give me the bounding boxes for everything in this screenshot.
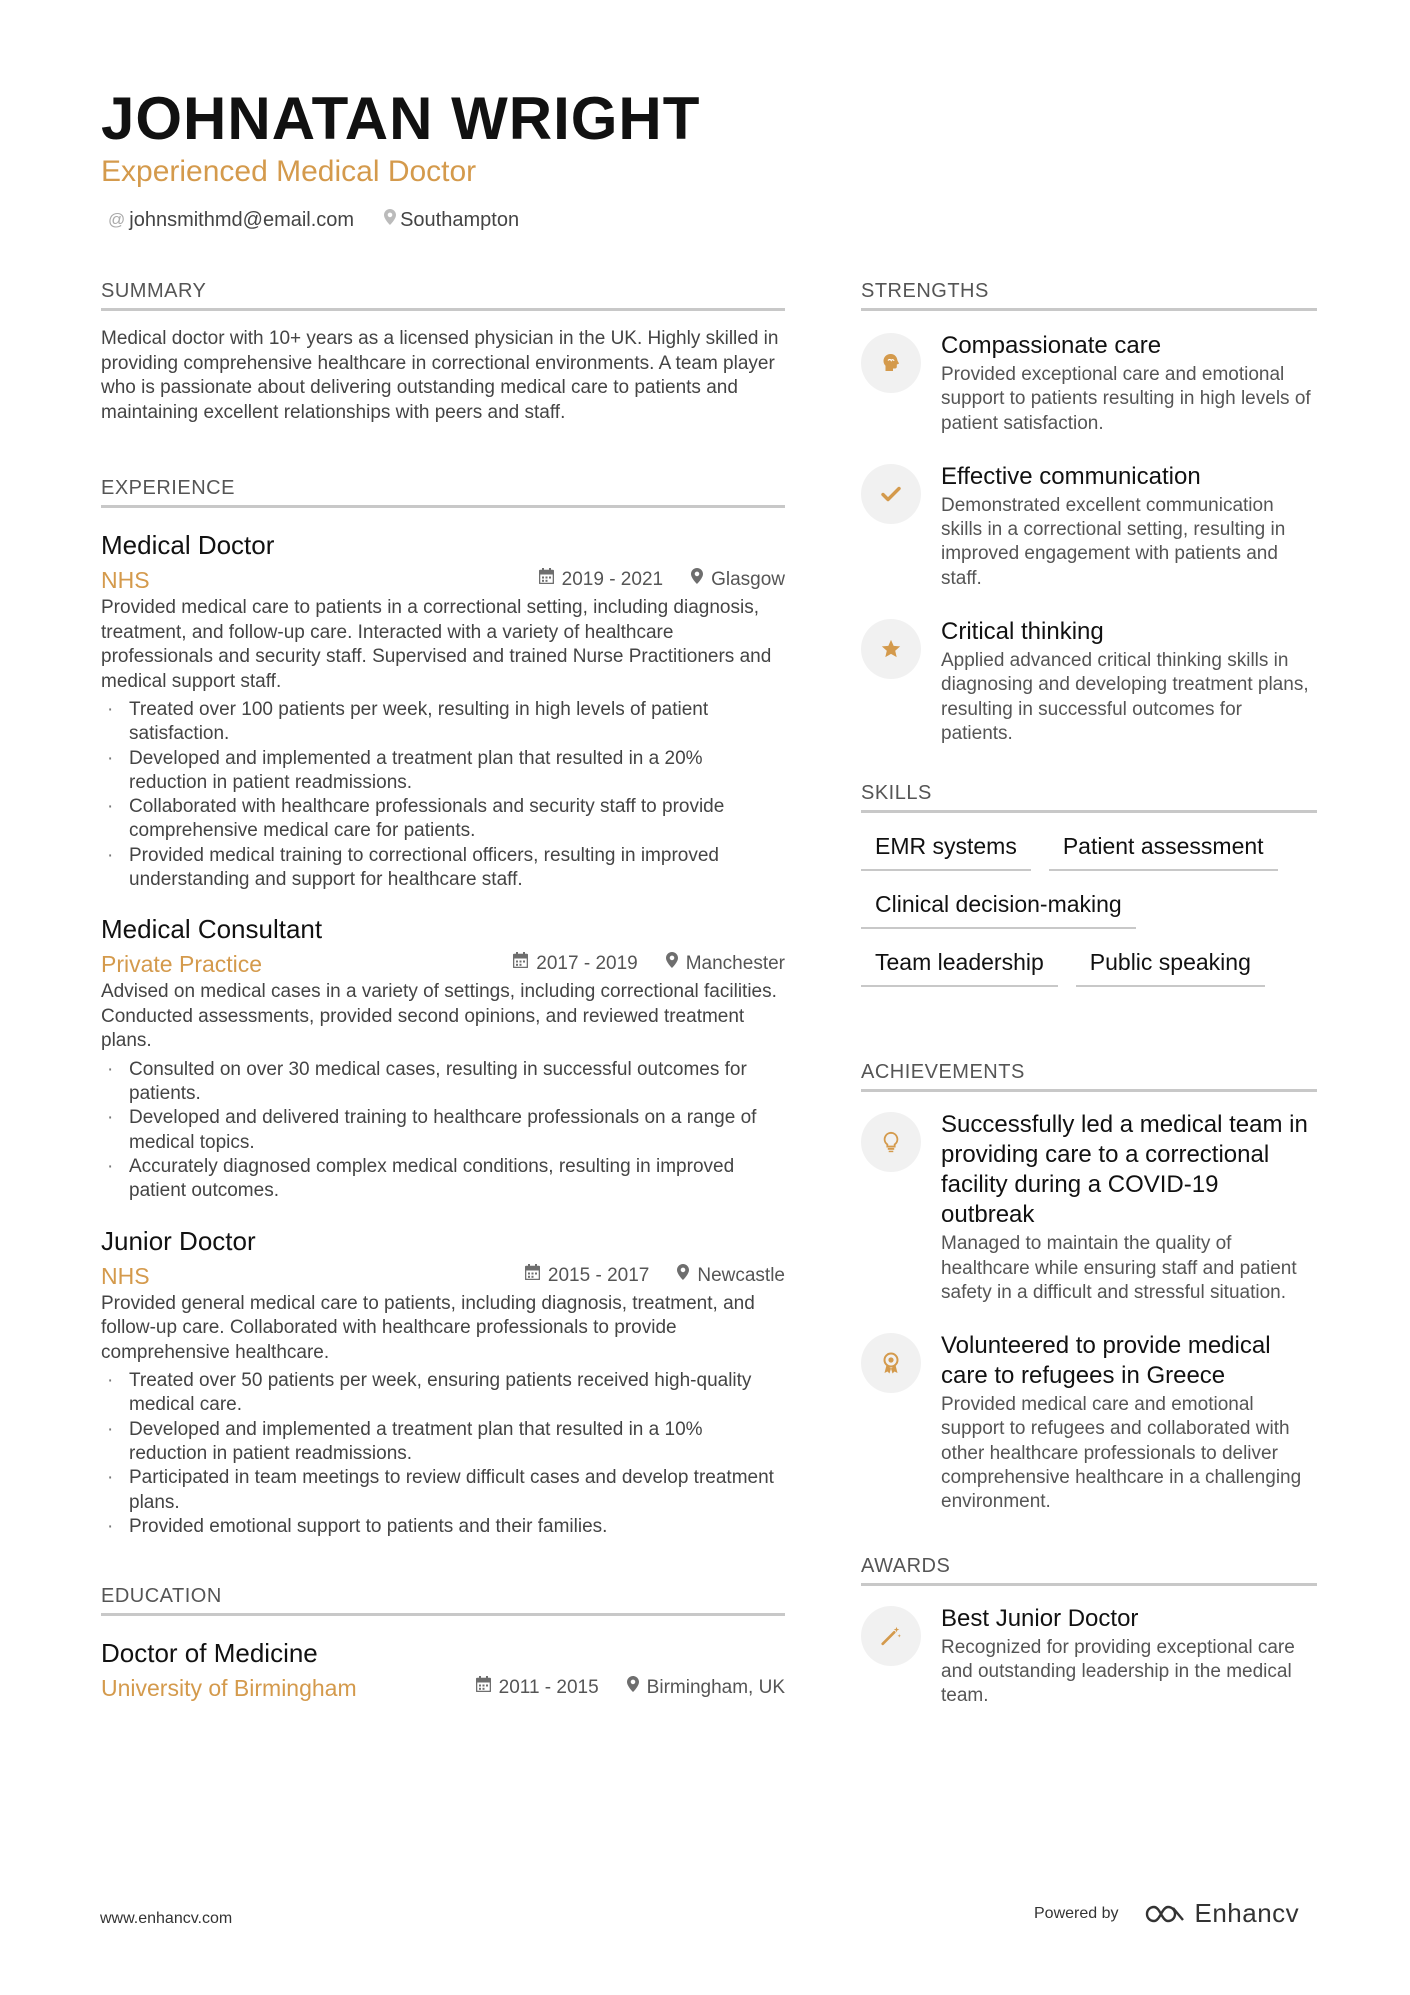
achievements-section — [861, 1059, 1317, 1514]
job-dates — [513, 948, 637, 980]
map-pin-icon — [627, 1672, 639, 1704]
skill-tag: Public speaking — [1076, 947, 1265, 987]
star-icon — [861, 619, 921, 679]
map-pin-icon — [691, 564, 703, 596]
calendar-icon — [513, 948, 528, 980]
job-meta-row — [101, 1260, 785, 1292]
strength-description: Applied advanced critical thinking skills in diagnosing and developing treatment plans, resulting in successful outcomes for patients. — [941, 650, 1309, 744]
strength-item — [861, 617, 1317, 746]
education-heading: EDUCATION — [101, 1583, 785, 1616]
summary-heading: SUMMARY — [101, 278, 785, 311]
job-location — [677, 1260, 785, 1292]
job-title: Medical Doctor — [101, 530, 275, 560]
education-section — [101, 1583, 785, 1704]
job-dates — [525, 1260, 649, 1292]
job-dates — [539, 564, 663, 596]
strengths-section — [861, 278, 1317, 746]
strength-item — [861, 331, 1317, 436]
list-item: · Participated in team meetings to review difficult cases and develop treatment plans. — [101, 1466, 785, 1515]
company-name: Private Practice — [101, 951, 263, 978]
candidate-name: JOHNATAN WRIGHT — [101, 85, 701, 152]
map-pin-icon — [666, 948, 678, 980]
list-item: · Treated over 50 patients per week, ensuring patients received high-quality medical care. — [101, 1369, 785, 1418]
strength-title: Critical thinking — [941, 618, 1104, 646]
contact-location — [384, 206, 519, 234]
job-description: Provided general medical care to patients, including diagnosis, treatment, and follow-up care. Collaborated with healthcare professionals to provide comprehensive healthcare. — [101, 1292, 755, 1363]
achievement-description: Managed to maintain the quality of healthcare while ensuring staff and patient safety in a difficult and stressful situation. — [941, 1233, 1297, 1303]
education-dates-text: 2011 - 2015 — [498, 1677, 599, 1699]
degree-title: Doctor of Medicine — [101, 1638, 318, 1669]
right-column — [861, 278, 1317, 1735]
award-title: Best Junior Doctor — [941, 1604, 1139, 1632]
list-item: · Treated over 100 patients per week, resulting in high levels of patient satisfaction. — [101, 698, 785, 747]
contact-row — [108, 206, 519, 234]
job-bullets — [101, 698, 785, 892]
magic-wand-icon — [861, 1606, 921, 1666]
powered-by-text: Powered by — [1034, 1904, 1119, 1922]
skills-list — [861, 831, 1317, 987]
list-item: · Collaborated with healthcare professionals and security staff to provide comprehensive medical care for patients. — [101, 795, 785, 844]
footer-website[interactable]: www.enhancv.com — [100, 1910, 233, 1927]
enhancv-logo-icon — [1143, 1903, 1187, 1925]
skill-tag: EMR systems — [861, 831, 1031, 871]
job-location — [666, 948, 785, 980]
at-sign-icon: @ — [108, 210, 126, 229]
strength-title: Effective communication — [941, 462, 1201, 490]
experience-heading: EXPERIENCE — [101, 475, 785, 508]
brain-icon — [861, 333, 921, 393]
list-item: · Consulted on over 30 medical cases, resulting in successful outcomes for patients. — [101, 1058, 785, 1107]
achievement-title: Volunteered to provide medical care to refugees in Greece — [941, 1332, 1271, 1390]
list-item: · Provided emotional support to patients and their families. — [101, 1515, 785, 1539]
job-bullets — [101, 1369, 785, 1539]
education-meta — [476, 1672, 785, 1704]
calendar-icon — [476, 1672, 491, 1704]
check-icon — [861, 464, 921, 524]
list-item: · Developed and implemented a treatment plan that resulted in a 10% reduction in patient readmissions. — [101, 1418, 785, 1467]
company-name: NHS — [101, 1262, 150, 1289]
job-meta-row — [101, 564, 785, 596]
job-meta — [525, 1260, 785, 1292]
strength-description: Provided exceptional care and emotional support to patients resulting in high levels of patient satisfaction. — [941, 364, 1311, 434]
job-dates-text: 2017 - 2019 — [536, 953, 638, 975]
candidate-headline: Experienced Medical Doctor — [101, 155, 477, 188]
job-dates-text: 2015 - 2017 — [547, 1264, 650, 1286]
summary-section — [101, 278, 785, 425]
job-title: Medical Consultant — [101, 914, 323, 945]
email-text: johnsmithmd@email.com — [129, 209, 355, 231]
skill-tag: Team leadership — [861, 947, 1058, 987]
skills-heading: SKILLS — [861, 780, 1317, 813]
achievement-item — [861, 1331, 1317, 1514]
awards-heading: AWARDS — [861, 1553, 1317, 1586]
job-meta-row — [101, 948, 785, 980]
map-pin-icon — [384, 206, 396, 234]
brand-logo[interactable] — [1143, 1898, 1300, 1929]
lightbulb-icon — [861, 1112, 921, 1172]
school-name: University of Birmingham — [101, 1675, 357, 1702]
experience-section — [101, 475, 785, 1539]
job-entry — [101, 912, 785, 1203]
list-item: · Developed and implemented a treatment plan that resulted in a 20% reduction in patient readmissions. — [101, 747, 785, 796]
skills-section — [861, 780, 1317, 987]
achievement-content — [941, 1331, 1317, 1514]
achievement-title: Successfully led a medical team in providing care to a correctional facility during a COVID-19 outbreak — [941, 1111, 1308, 1229]
job-location-text: Newcastle — [697, 1264, 785, 1286]
awards-section — [861, 1553, 1317, 1709]
skill-tag: Patient assessment — [1049, 831, 1278, 871]
job-meta — [513, 948, 785, 980]
contact-email[interactable] — [108, 206, 354, 234]
education-location — [627, 1672, 785, 1704]
job-dates-text: 2019 - 2021 — [561, 569, 664, 590]
map-pin-icon — [677, 1260, 689, 1292]
list-item: · Provided medical training to correctional officers, resulting in improved understanding and support for healthcare staff. — [101, 844, 785, 893]
achievement-item — [861, 1110, 1317, 1305]
award-item — [861, 1604, 1317, 1709]
education-dates — [476, 1672, 599, 1704]
strength-item — [861, 462, 1317, 591]
strength-content — [941, 617, 1317, 746]
skill-tag: Clinical decision-making — [861, 889, 1136, 929]
award-content — [941, 1604, 1317, 1709]
job-entry — [101, 528, 785, 892]
strength-content — [941, 462, 1317, 591]
job-bullets — [101, 1058, 785, 1204]
achievements-heading: ACHIEVEMENTS — [861, 1059, 1317, 1092]
achievement-content — [941, 1110, 1317, 1305]
job-location — [691, 564, 785, 596]
summary-text: Medical doctor with 10+ years as a licensed physician in the UK. Highly skilled in providing comprehensive healthcare in correctional environments. A team player who is passionate about delivering outstanding medical care to patients and maintaining excellent relationships with peers and staff. — [101, 328, 779, 423]
strength-description: Demonstrated excellent communication skills in a correctional setting, resulting in improved engagement with patients and staff. — [941, 494, 1286, 589]
calendar-icon — [539, 564, 554, 596]
achievement-description: Provided medical care and emotional support to refugees and collaborated with other healthcare professionals to deliver comprehensive healthcare in a challenging environment. — [941, 1394, 1302, 1513]
strengths-heading: STRENGTHS — [861, 278, 1317, 311]
strength-content — [941, 331, 1317, 436]
education-meta-row — [101, 1672, 785, 1704]
job-description: Advised on medical cases in a variety of settings, including correctional facilities. Conducted assessments, provided second opinions, and reviewed treatment plans. — [101, 981, 777, 1052]
job-title: Junior Doctor — [101, 1225, 256, 1256]
strength-title: Compassionate care — [941, 332, 1162, 359]
footer-branding — [1034, 1898, 1299, 1929]
medal-icon — [861, 1333, 921, 1393]
award-description: Recognized for providing exceptional care and outstanding leadership in the medical team. — [941, 1636, 1295, 1707]
education-location-text: Birmingham, UK — [646, 1677, 785, 1699]
list-item: · Developed and delivered training to healthcare professionals on a range of medical topics. — [101, 1106, 785, 1155]
job-description: Provided medical care to patients in a correctional setting, including diagnosis, treatment, and follow-up care. Interacted with a variety of healthcare professionals and security staff. Supervised and trained Nurse Practitioners and medical support staff. — [101, 597, 772, 692]
brand-name: Enhancv — [1194, 1898, 1300, 1928]
calendar-icon — [525, 1260, 540, 1292]
list-item: · Accurately diagnosed complex medical conditions, resulting in improved patient outcomes. — [101, 1155, 785, 1204]
company-name: NHS — [101, 567, 150, 593]
job-meta — [539, 564, 785, 596]
job-location-text: Manchester — [685, 953, 785, 975]
job-entry — [101, 1224, 785, 1540]
left-column — [101, 278, 785, 1704]
job-location-text: Glasgow — [711, 569, 785, 590]
location-text: Southampton — [400, 209, 520, 231]
